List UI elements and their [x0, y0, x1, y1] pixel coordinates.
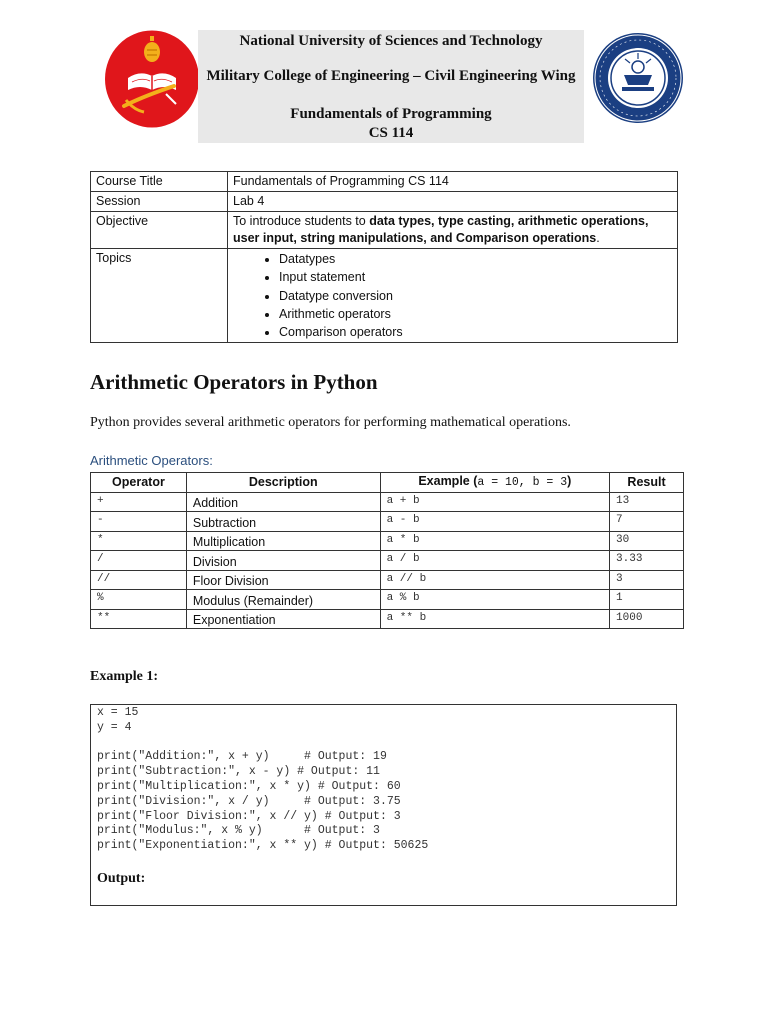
objective-value [228, 212, 678, 249]
section-title: Arithmetic Operators in Python [90, 370, 378, 394]
result-cell: 13 [610, 492, 684, 512]
example-header-suffix: ) [567, 474, 572, 489]
code-line: print("Modulus:", x % y) # Output: 3 [97, 824, 380, 838]
course-title-value: Fundamentals of Programming CS 114 [228, 172, 678, 192]
operator-cell: / [91, 551, 187, 571]
code-line: print("Division:", x / y) # Output: 3.75 [97, 794, 401, 808]
table-row [91, 192, 678, 212]
table-header-row [91, 473, 684, 493]
example-cell: a ** b [380, 609, 609, 629]
table-row [91, 609, 684, 629]
example-header-code: a = 10, b = 3 [477, 476, 568, 490]
ops-subheading: Arithmetic Operators: [90, 453, 213, 468]
result-cell: 1000 [610, 609, 684, 629]
table-row [91, 590, 684, 610]
operators-table [90, 472, 684, 629]
operator-cell: ** [91, 609, 187, 629]
topic-item: • Arithmetic operators [279, 305, 672, 323]
course-info-table [90, 171, 678, 343]
code-box [90, 704, 677, 906]
college-name: Military College of Engineering – Civil Engineering Wing [206, 68, 576, 84]
example-cell: a - b [380, 512, 609, 532]
university-name: National University of Sciences and Technology [239, 33, 543, 49]
objective-prefix: To introduce students to [233, 214, 370, 228]
description-cell: Exponentiation [186, 609, 380, 629]
operator-cell: % [91, 590, 187, 610]
topics-list [233, 250, 672, 341]
table-row [91, 531, 684, 551]
table-row [91, 172, 678, 192]
code-line: print("Subtraction:", x - y) # Output: 11 [97, 765, 380, 779]
code-line: print("Multiplication:", x * y) # Output: 60 [97, 779, 401, 793]
table-row [91, 570, 684, 590]
nust-logo [592, 31, 684, 125]
topics-key: Topics [91, 249, 228, 343]
header-title-box [198, 30, 584, 143]
description-cell: Modulus (Remainder) [186, 590, 380, 610]
mce-logo [104, 30, 200, 128]
output-label: Output: [97, 871, 146, 886]
topic-item: • Comparison operators [279, 323, 672, 341]
code-line: print("Floor Division:", x // y) # Output: 3 [97, 809, 401, 823]
topic-item: • Datatypes [279, 250, 672, 268]
result-cell: 3.33 [610, 551, 684, 571]
topic-item: • Datatype conversion [279, 287, 672, 305]
result-cell: 1 [610, 590, 684, 610]
description-cell: Floor Division [186, 570, 380, 590]
operator-cell: - [91, 512, 187, 532]
example-cell: a + b [380, 492, 609, 512]
header-result: Result [610, 473, 684, 493]
header-description: Description [186, 473, 380, 493]
result-cell: 30 [610, 531, 684, 551]
header-example [380, 473, 609, 493]
example-title: Example 1: [90, 669, 159, 684]
header-operator: Operator [91, 473, 187, 493]
description-cell: Addition [186, 492, 380, 512]
example-header-prefix: Example ( [418, 474, 478, 489]
example-cell: a / b [380, 551, 609, 571]
description-cell: Division [186, 551, 380, 571]
description-cell: Multiplication [186, 531, 380, 551]
objective-suffix: . [596, 231, 600, 245]
section-intro: Python provides several arithmetic operators for performing mathematical operations. [90, 415, 571, 430]
topic-item: • Input statement [279, 268, 672, 286]
example-cell: a // b [380, 570, 609, 590]
table-row [91, 551, 684, 571]
example-cell: a * b [380, 531, 609, 551]
table-row [91, 249, 678, 343]
course-code: CS 114 [368, 125, 414, 141]
result-cell: 7 [610, 512, 684, 532]
table-row [91, 512, 684, 532]
code-line: x = 15 [97, 706, 139, 719]
operator-cell: * [91, 531, 187, 551]
session-key: Session [91, 192, 228, 212]
objective-key: Objective [91, 212, 228, 249]
description-cell: Subtraction [186, 512, 380, 532]
code-block [97, 706, 428, 854]
operator-cell: + [91, 492, 187, 512]
code-line: y = 4 [97, 720, 132, 734]
result-cell: 3 [610, 570, 684, 590]
operator-cell: // [91, 570, 187, 590]
course-title-key: Course Title [91, 172, 228, 192]
example-cell: a % b [380, 590, 609, 610]
table-row [91, 212, 678, 249]
objective-bold: data types, type casting, arithmetic operations, user input, string manipulations, and Comparison operations [233, 214, 649, 245]
code-line: print("Addition:", x + y) # Output: 19 [97, 750, 387, 764]
course-name: Fundamentals of Programming [290, 106, 492, 122]
code-line: print("Exponentiation:", x ** y) # Output: 50625 [97, 839, 429, 853]
session-value: Lab 4 [228, 192, 678, 212]
topics-value [228, 249, 678, 343]
table-row [91, 492, 684, 512]
